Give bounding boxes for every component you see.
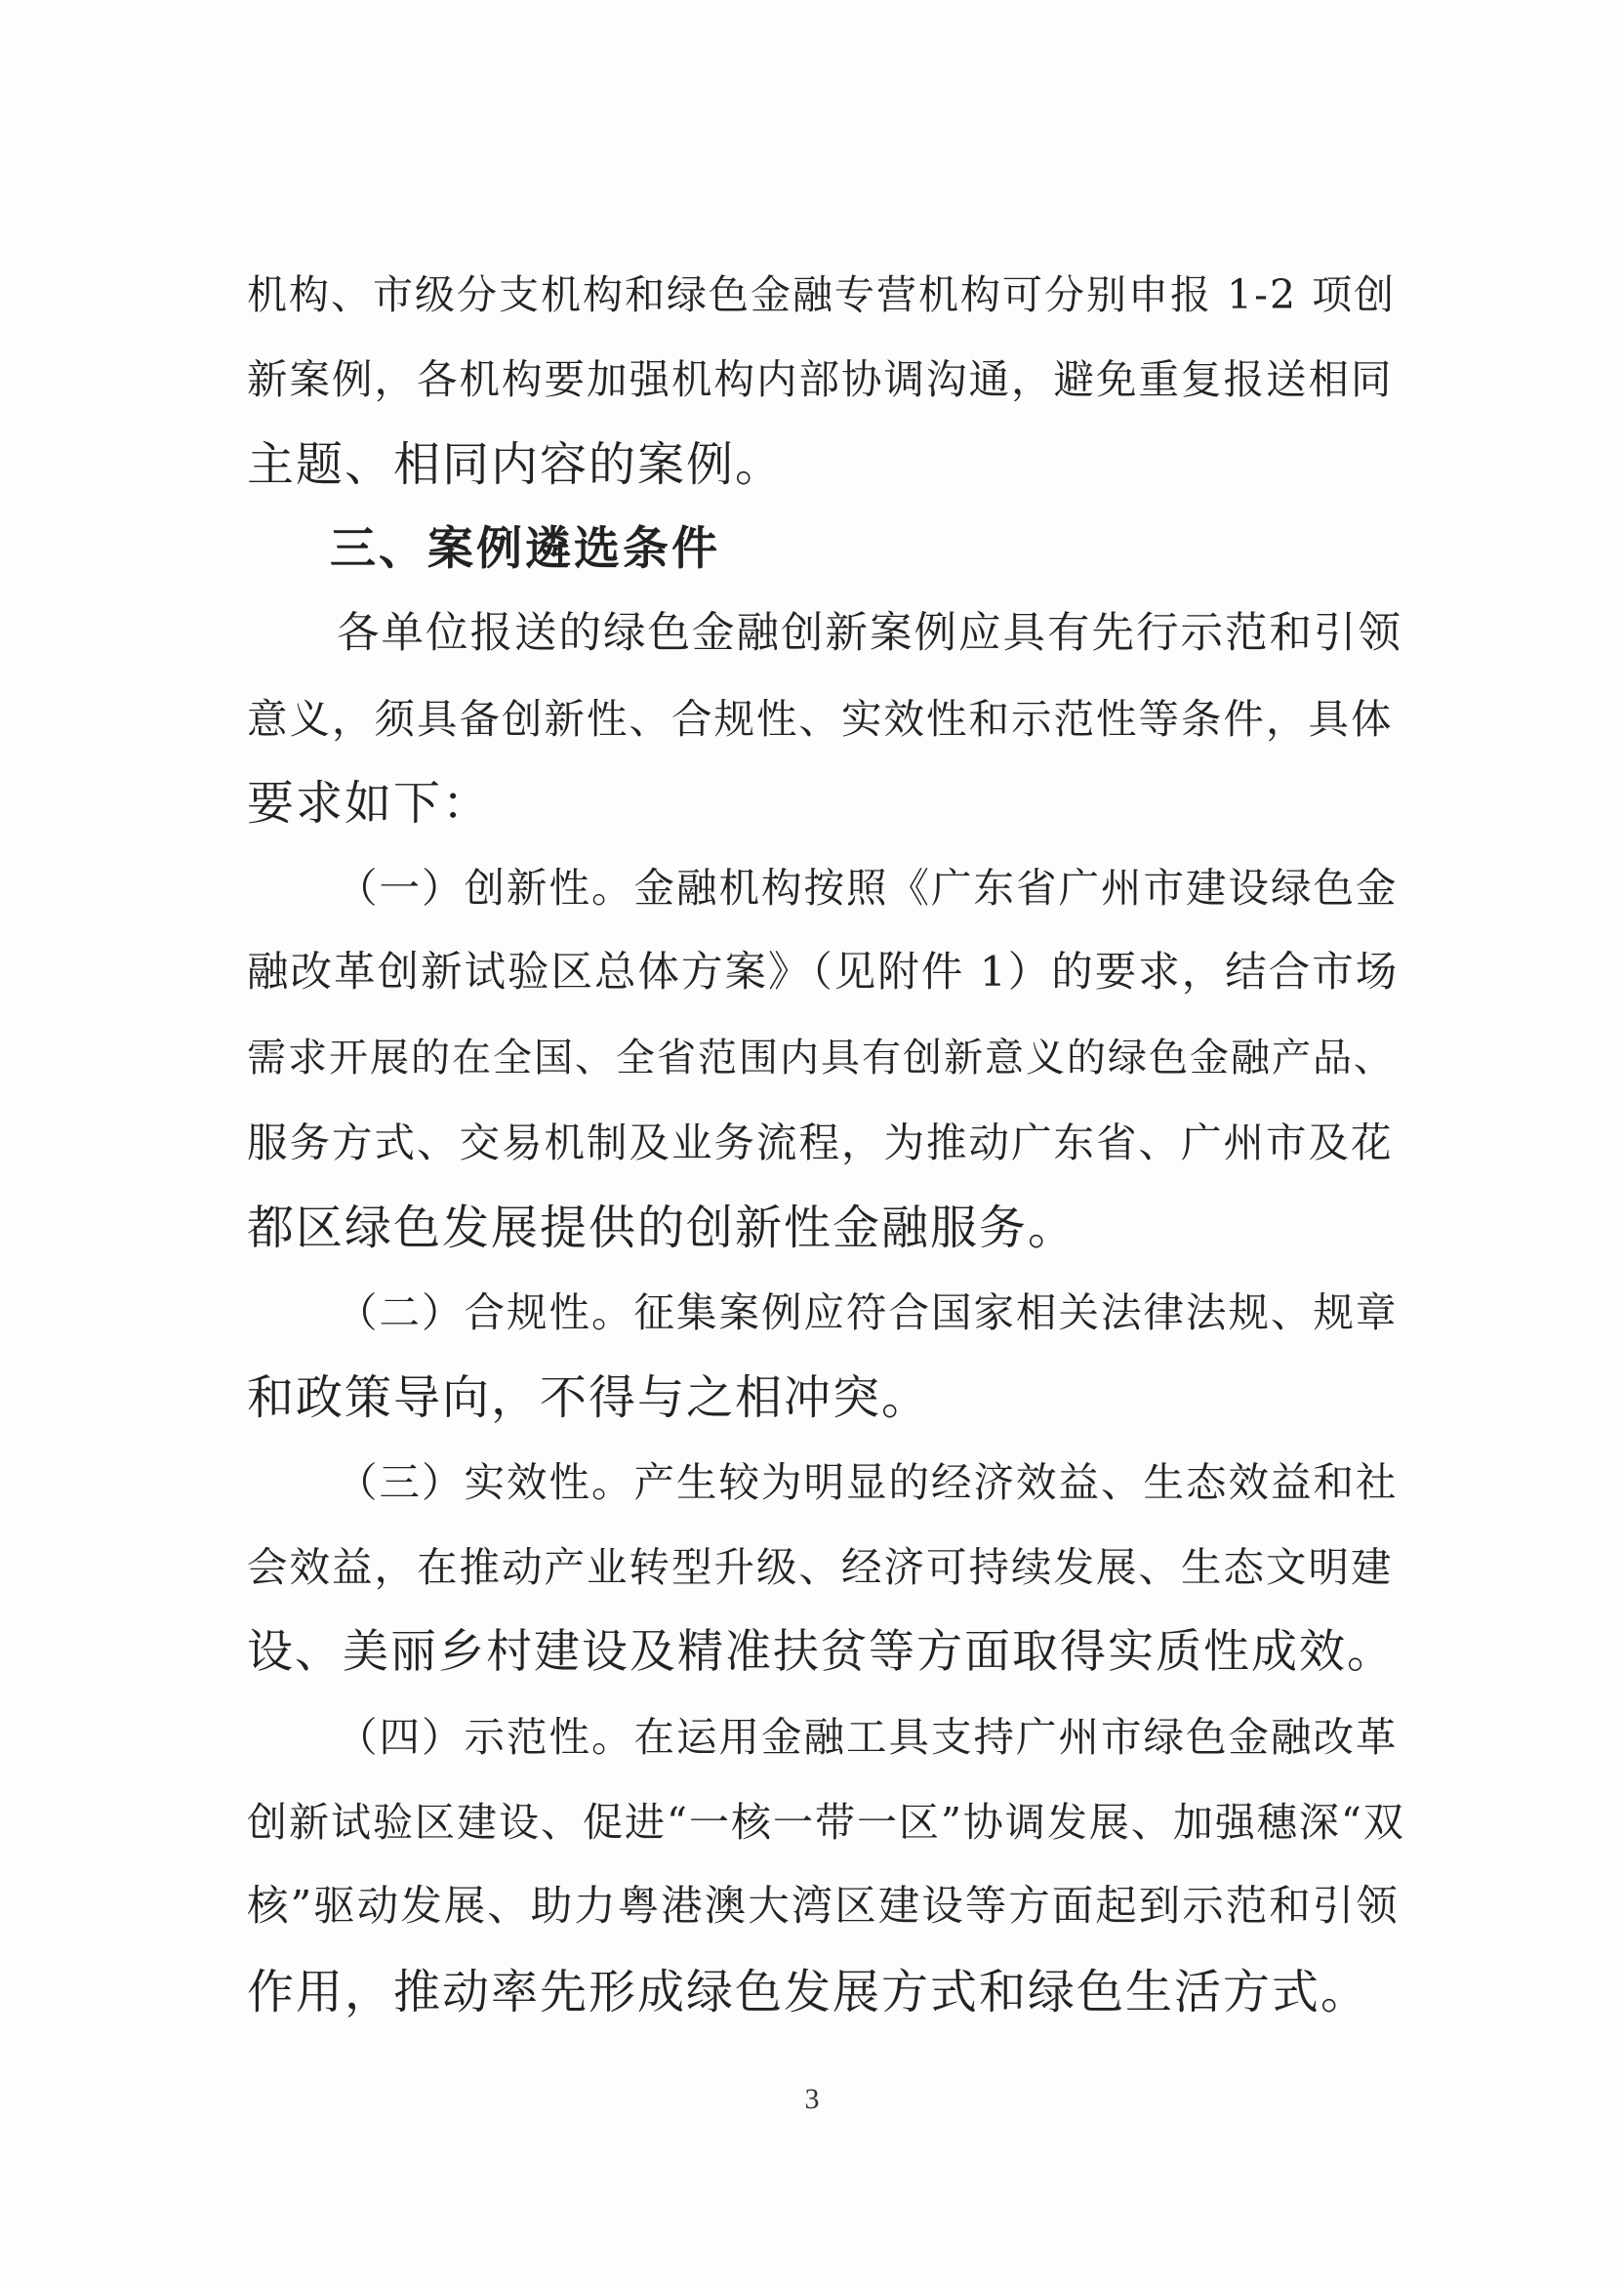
page-number: 3 — [804, 2083, 820, 2115]
body-line-8: （一）创新性。金融机构按照《广东省广州市建设绿色金 — [337, 864, 1399, 912]
body-line-12: 都区绿色发展提供的创新性金融服务。 — [247, 1201, 1077, 1255]
body-line-10: 需求开展的在全国、全省范围内具有创新意义的绿色金融产品、 — [247, 1036, 1395, 1080]
section-heading: 三、案例遴选条件 — [330, 522, 720, 576]
body-line-21: 作用，推动率先形成绿色发展方式和绿色生活方式。 — [247, 1965, 1370, 2019]
body-line-1: 机构、市级分支机构和绿色金融专营机构可分别申报 1-2 项创 — [247, 271, 1397, 318]
body-line-7: 要求如下： — [247, 776, 492, 831]
body-line-14: 和政策导向，不得与之相冲突。 — [247, 1370, 931, 1425]
body-line-16: 会效益，在推动产业转型升级、经济可持续发展、生态文明建 — [247, 1543, 1394, 1591]
body-line-18: （四）示范性。在运用金融工具支持广州市绿色金融改革 — [337, 1713, 1399, 1761]
body-line-19: 创新试验区建设、促进“一核一带一区”协调发展、加强穗深“双 — [247, 1799, 1405, 1846]
body-line-9: 融改革创新试验区总体方案》（见附件 1）的要求，结合市场 — [247, 949, 1400, 997]
body-line-20: 核”驱动发展、助力粤港澳大湾区建设等方面起到示范和引领 — [247, 1883, 1400, 1931]
body-line-11: 服务方式、交易机制及业务流程，为推动广东省、广州市及花 — [247, 1119, 1394, 1166]
body-line-15: （三）实效性。产生较为明显的经济效益、生态效益和社 — [337, 1458, 1399, 1506]
body-line-17: 设、美丽乡村建设及精准扶贫等方面取得实质性成效。 — [247, 1625, 1395, 1679]
body-line-3: 主题、相同内容的案例。 — [247, 437, 785, 492]
body-line-6: 意义，须具备创新性、合规性、实效性和示范性等条件，具体 — [247, 695, 1394, 743]
body-line-5: 各单位报送的绿色金融创新案例应具有先行示范和引领 — [337, 609, 1402, 658]
body-line-13: （二）合规性。征集案例应符合国家相关法律法规、规章 — [337, 1288, 1399, 1336]
body-line-2: 新案例，各机构要加强机构内部协调沟通，避免重复报送相同 — [247, 355, 1394, 403]
